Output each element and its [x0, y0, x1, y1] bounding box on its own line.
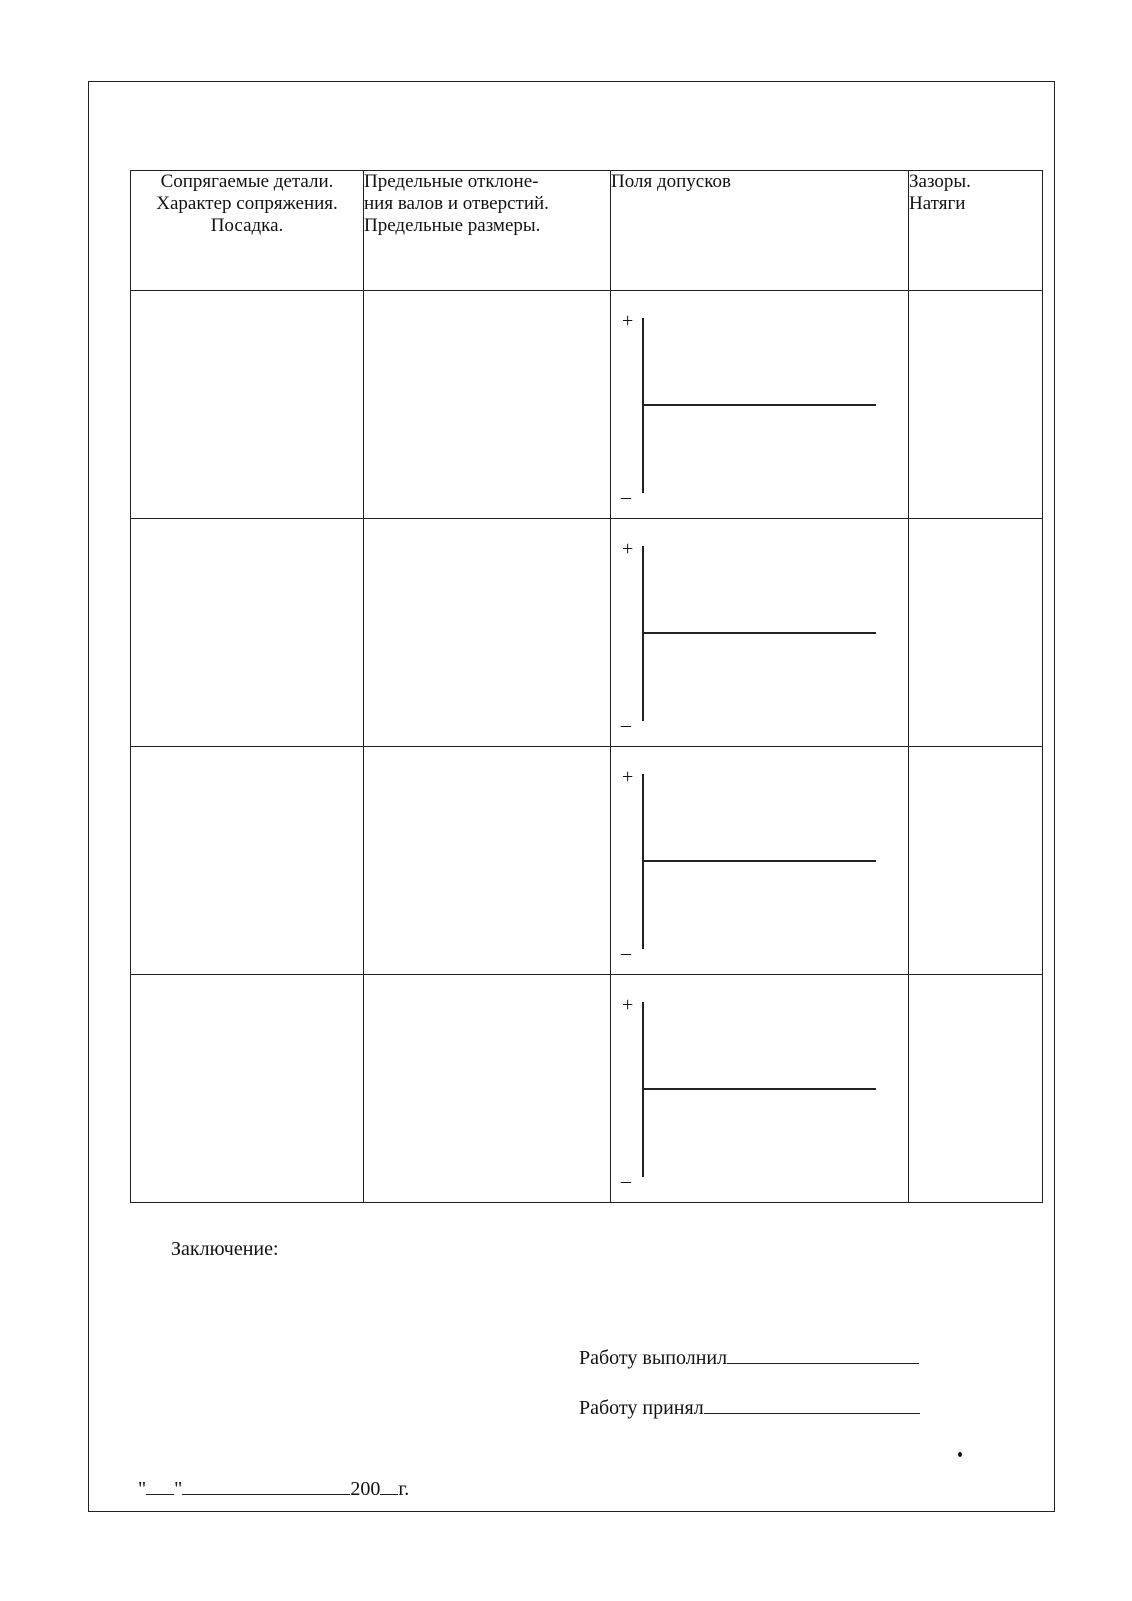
- cell-clearances[interactable]: [909, 291, 1043, 519]
- date-line: [138, 1476, 409, 1501]
- header-line: Поля допусков: [611, 171, 731, 192]
- date-day-field[interactable]: [146, 1476, 174, 1495]
- header-tolerance-fields: [611, 171, 909, 291]
- cell-mating-parts[interactable]: [131, 291, 364, 519]
- signature-done-by: [579, 1345, 919, 1370]
- conclusion-label: Заключение:: [171, 1238, 279, 1260]
- signature-done-by-label: Работу выполнил: [579, 1347, 728, 1369]
- header-line: Сопрягаемые детали.: [160, 171, 334, 192]
- plus-sign: +: [622, 538, 634, 560]
- date-year-suffix: г.: [398, 1478, 410, 1500]
- deviation-axis: [642, 546, 644, 721]
- minus-sign: –: [621, 714, 631, 736]
- ink-dot: [958, 1452, 962, 1457]
- zero-line: [642, 1088, 876, 1090]
- fits-table: [130, 170, 1043, 1203]
- zero-line: [642, 404, 876, 406]
- header-line: ния валов и отверстий.: [364, 193, 549, 214]
- header-mating-parts: [131, 171, 364, 291]
- table-header-row: [131, 171, 1043, 291]
- signature-accepted-by-label: Работу принял: [579, 1397, 704, 1419]
- deviation-axis: [642, 774, 644, 949]
- cell-tolerance-diagram[interactable]: [611, 519, 909, 747]
- header-line: Характер сопряжения.: [156, 193, 338, 214]
- header-clearances: [909, 171, 1043, 291]
- deviation-axis: [642, 318, 644, 493]
- table-row: [131, 291, 1043, 519]
- signature-accepted-by: [579, 1395, 920, 1420]
- cell-tolerance-diagram[interactable]: [611, 747, 909, 975]
- header-line: Посадка.: [210, 215, 284, 236]
- cell-tolerance-diagram[interactable]: [611, 975, 909, 1203]
- cell-limit-deviations[interactable]: [364, 975, 611, 1203]
- plus-sign: +: [622, 766, 634, 788]
- cell-mating-parts[interactable]: [131, 975, 364, 1203]
- tolerance-diagram: [611, 975, 908, 1202]
- date-quote-close: ": [174, 1478, 183, 1500]
- tolerance-diagram: [611, 519, 908, 746]
- cell-limit-deviations[interactable]: [364, 519, 611, 747]
- zero-line: [642, 860, 876, 862]
- cell-mating-parts[interactable]: [131, 519, 364, 747]
- cell-clearances[interactable]: [909, 975, 1043, 1203]
- tolerance-diagram: [611, 747, 908, 974]
- plus-sign: +: [622, 994, 634, 1016]
- signature-accepted-by-field[interactable]: [704, 1395, 920, 1414]
- date-year-field[interactable]: [380, 1476, 398, 1495]
- header-line: Предельные отклоне-: [364, 171, 539, 192]
- table-row: [131, 747, 1043, 975]
- cell-tolerance-diagram[interactable]: [611, 291, 909, 519]
- cell-clearances[interactable]: [909, 519, 1043, 747]
- cell-clearances[interactable]: [909, 747, 1043, 975]
- header-line: Натяги: [909, 193, 966, 214]
- tolerance-diagram: [611, 291, 908, 518]
- header-line: Зазоры.: [909, 171, 971, 192]
- table-row: [131, 975, 1043, 1203]
- header-line: Предельные размеры.: [364, 215, 541, 236]
- date-quote-open: ": [138, 1478, 147, 1500]
- table-row: [131, 519, 1043, 747]
- date-month-field[interactable]: [182, 1476, 350, 1495]
- signature-done-by-field[interactable]: [727, 1345, 919, 1364]
- date-year-prefix: 200: [350, 1478, 381, 1500]
- minus-sign: –: [621, 942, 631, 964]
- header-limit-deviations: [364, 171, 611, 291]
- cell-limit-deviations[interactable]: [364, 747, 611, 975]
- zero-line: [642, 632, 876, 634]
- cell-mating-parts[interactable]: [131, 747, 364, 975]
- deviation-axis: [642, 1002, 644, 1177]
- minus-sign: –: [621, 1170, 631, 1192]
- plus-sign: +: [622, 310, 634, 332]
- cell-limit-deviations[interactable]: [364, 291, 611, 519]
- minus-sign: –: [621, 486, 631, 508]
